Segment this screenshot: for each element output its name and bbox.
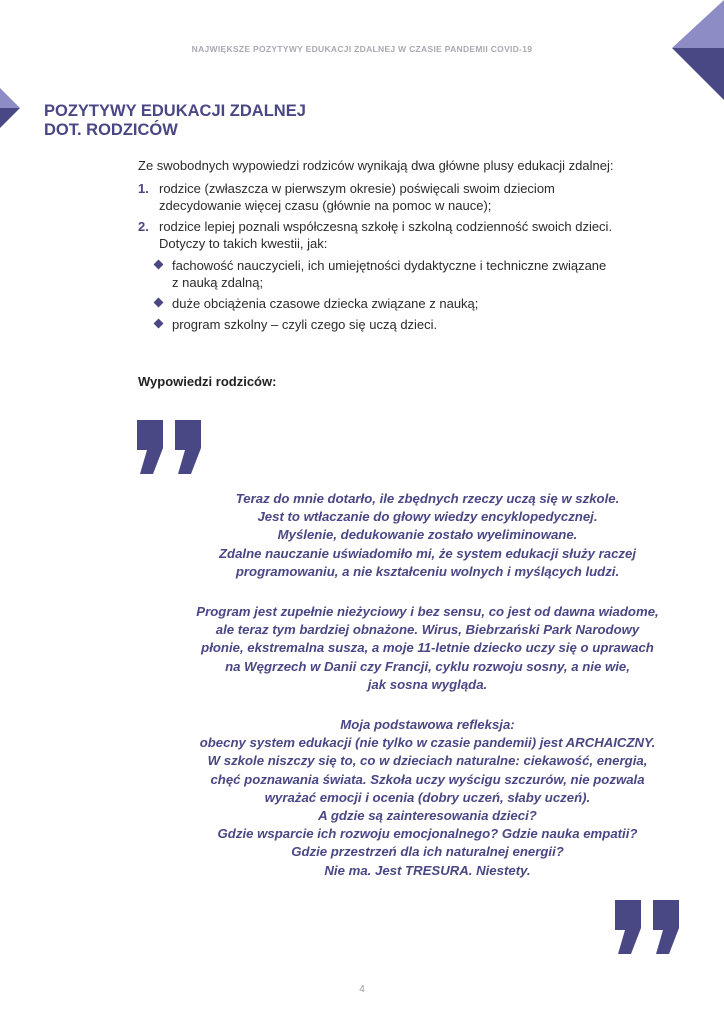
running-header: NAJWIĘKSZE POZYTYWY EDUKACJI ZDALNEJ W CZASIE PANDEMII COVID-19 <box>191 44 533 54</box>
page-number: 4 <box>359 984 365 995</box>
diamond-bullet-icon <box>154 319 164 329</box>
numbered-item <box>138 180 698 214</box>
item-text-line: rodzice (zwłaszcza w pierwszym okresie) poświęcali swoim dzieciom <box>159 181 555 196</box>
corner-decoration-top-right <box>672 0 724 100</box>
intro-paragraph: Ze swobodnych wypowiedzi rodziców wynikają dwa główne plusy edukacji zdalnej: <box>138 158 614 173</box>
numbered-item <box>138 218 698 252</box>
quotes-subheading: Wypowiedzi rodziców: <box>138 374 277 389</box>
bullet-text-line: duże obciążenia czasowe dziecka związane z nauką; <box>172 296 479 311</box>
quote-block <box>150 716 705 880</box>
item-number: 1. <box>138 181 149 196</box>
quote-line: programowaniu, a nie kształceniu wolnych i myślących ludzi. <box>235 563 620 579</box>
quote-block <box>150 490 705 581</box>
quote-mark-icon <box>137 420 203 474</box>
bullet-item <box>138 295 698 312</box>
quote-line: Program jest zupełnie nieżyciowy i bez sensu, co jest od dawna wiadome, <box>196 604 659 620</box>
corner-decoration-left <box>0 88 20 128</box>
quote-mark-icon <box>615 900 681 954</box>
quote-line: Moja podstawowa refleksja: <box>340 717 515 733</box>
bullet-text-line: program szkolny – czyli czego się uczą dzieci. <box>172 317 438 332</box>
item-text-line: zdecydowanie więcej czasu (głównie na pomoc w nauce); <box>159 198 492 213</box>
section-title-line-2: DOT. RODZICÓW <box>44 121 178 139</box>
diamond-bullet-icon <box>154 298 164 308</box>
quote-line: Teraz do mnie dotarło, ile zbędnych rzeczy uczą się w szkole. <box>235 491 620 506</box>
quote-line: Gdzie przestrzeń dla ich naturalnej energii? <box>291 844 564 860</box>
quote-line: A gdzie są zainteresowania dzieci? <box>318 808 537 824</box>
item-number: 2. <box>138 219 149 234</box>
bullet-item <box>138 257 698 291</box>
quote-line: Zdalne nauczanie uświadomiło mi, że system edukacji służy raczej <box>218 545 637 561</box>
bullet-item <box>138 316 698 333</box>
section-title-line-1: POZYTYWY EDUKACJI ZDALNEJ <box>44 102 306 120</box>
quote-line: Jest to wtłaczanie do głowy wiedzy encyklopedycznej. <box>257 509 598 525</box>
quote-line: chęć poznawania świata. Szkoła uczy wyścigu szczurów, nie pozwala <box>210 771 645 787</box>
quote-line: na Węgrzech w Danii czy Francji, cyklu rozwoju sosny, a nie wie, <box>225 658 630 674</box>
quote-line: wyrażać emocji i ocenia (dobry uczeń, słaby uczeń). <box>264 789 591 805</box>
section-title <box>44 102 306 140</box>
bullet-list <box>138 257 698 333</box>
quote-line: Myślenie, dedukowanie zostało wyeliminowane. <box>277 527 578 543</box>
quote-line: Nie ma. Jest TRESURA. Niestety. <box>324 862 531 878</box>
quote-line: W szkole niszczy się to, co w dzieciach naturalne: ciekawość, energia, <box>207 753 648 769</box>
bullet-text-line: fachowość nauczycieli, ich umiejętności dydaktyczne i techniczne związane <box>172 258 607 273</box>
diamond-bullet-icon <box>154 260 164 270</box>
quote-line: płonie, ekstremalna susza, a moje 11-letnie dziecko uczy się o uprawach <box>201 640 654 656</box>
quote-line: obecny system edukacji (nie tylko w czasie pandemii) jest ARCHAICZNY. <box>199 735 656 751</box>
item-text-line: rodzice lepiej poznali współczesną szkołę i szkolną codzienność swoich dzieci. <box>159 219 613 234</box>
parent-quotes <box>150 490 705 902</box>
item-text-line: Dotyczy to takich kwestii, jak: <box>159 236 328 251</box>
quote-block <box>150 603 705 694</box>
bullet-text-line: z nauką zdalną; <box>172 275 264 290</box>
quote-line: ale teraz tym bardziej obnażone. Wirus, Biebrzański Park Narodowy <box>215 622 640 638</box>
quote-line: jak sosna wygląda. <box>367 676 488 692</box>
numbered-list <box>138 180 698 337</box>
quote-line: Gdzie wsparcie ich rozwoju emocjonalnego? Gdzie nauka empatii? <box>217 826 638 842</box>
